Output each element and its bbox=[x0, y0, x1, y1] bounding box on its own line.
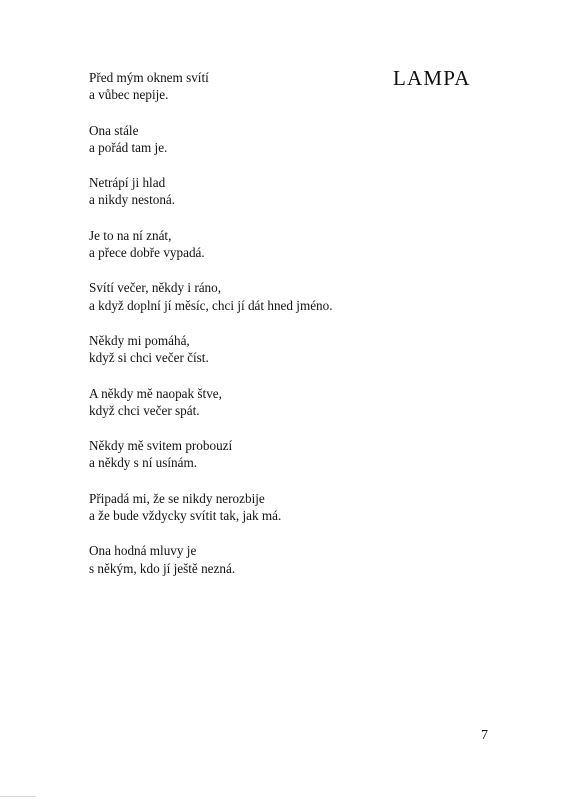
stanza bbox=[89, 332, 389, 367]
poem-line: Někdy mi pomáhá, bbox=[89, 332, 190, 348]
poem-line: A někdy mě naopak štve, bbox=[89, 385, 222, 401]
poem-line: a nikdy nestoná. bbox=[89, 192, 176, 208]
poem-line: Je to na ní znát, bbox=[89, 227, 172, 243]
stanza bbox=[89, 490, 389, 525]
poem-line: když si chci večer číst. bbox=[89, 350, 209, 366]
poem-line: Svítí večer, někdy i ráno, bbox=[89, 280, 222, 296]
stanza bbox=[89, 437, 389, 472]
stanza bbox=[89, 385, 389, 420]
poem-line: s někým, kdo jí ještě nezná. bbox=[89, 560, 236, 576]
stanza bbox=[89, 227, 389, 262]
stanza bbox=[89, 69, 389, 104]
stanza bbox=[89, 542, 389, 577]
poem-body bbox=[89, 69, 389, 595]
poem-line: Ona hodná mluvy je bbox=[89, 543, 197, 559]
stanza bbox=[89, 122, 389, 157]
poem-line: Před mým oknem svítí bbox=[89, 70, 209, 85]
poem-line: a že bude vždycky svítit tak, jak má. bbox=[89, 508, 282, 524]
poem-line: a přece dobře vypadá. bbox=[89, 245, 205, 261]
poem-line: Ona stále bbox=[89, 122, 139, 138]
page-edge-mark bbox=[0, 796, 36, 797]
poem-line: když chci večer spát. bbox=[89, 402, 200, 418]
stanza bbox=[89, 279, 389, 314]
poem-line: Někdy mě svitem probouzí bbox=[89, 438, 233, 454]
poem-line: Připadá mi, že se nikdy nerozbije bbox=[89, 490, 265, 506]
page-number: 7 bbox=[481, 728, 488, 743]
poem-line: a vůbec nepije. bbox=[89, 87, 169, 103]
poem-line: a když doplní jí měsíc, chci jí dát hned jméno. bbox=[89, 297, 333, 313]
poem-line: a pořád tam je. bbox=[89, 139, 168, 155]
poem-line: Netrápí ji hlad bbox=[89, 175, 166, 191]
poem-title: LAMPA bbox=[393, 66, 471, 90]
poem-line: a někdy s ní usínám. bbox=[89, 455, 198, 471]
stanza bbox=[89, 174, 389, 209]
